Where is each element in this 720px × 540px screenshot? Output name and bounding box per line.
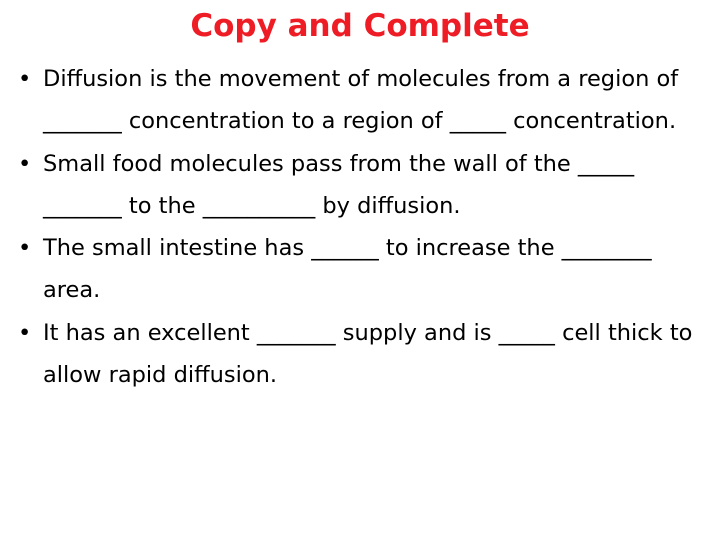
bullet-item-small-intestine [18,227,708,312]
bullet-point-icon: • [18,235,32,262]
bullet-point-icon: • [18,150,32,177]
bullet-item-food-molecules [18,143,708,228]
bullet-point-icon: • [18,319,32,346]
bullet-text: Diffusion is the movement of molecules from a region of _______ concentration to a region of _____ concentration. [43,66,679,135]
bullet-point-icon: • [18,66,32,92]
bullet-text: The small intestine has ______ to increase the ________ area. [43,235,652,304]
slide-title: Copy and Complete [190,8,530,44]
bullet-list [18,58,708,396]
bullet-item-blood-supply [18,312,708,397]
bullet-item-diffusion-definition [18,58,708,143]
bullet-text: It has an excellent _______ supply and is _____ cell thick to allow rapid diffusion. [43,319,693,389]
bullet-text: Small food molecules pass from the wall of the _____ _______ to the __________ by diffusion. [43,150,635,219]
